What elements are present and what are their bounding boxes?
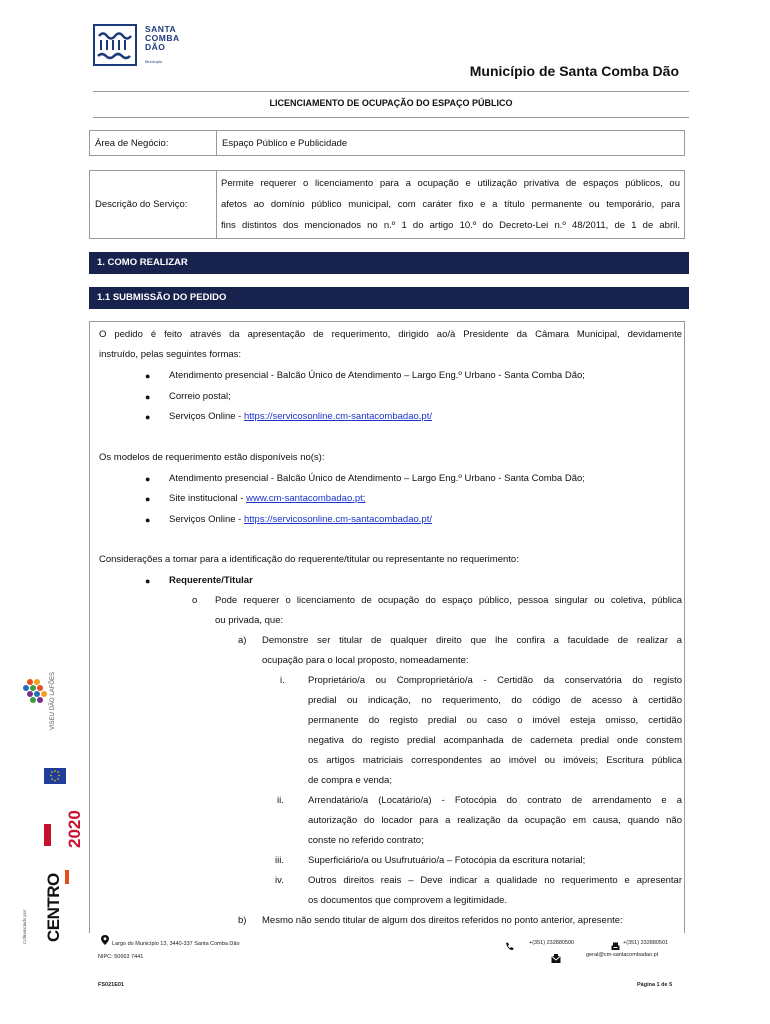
- footer-fax: +(351) 232880501: [623, 940, 669, 946]
- logo-line2: COMBA: [145, 33, 180, 43]
- list-marker: b): [238, 915, 247, 926]
- desc-line: fins distintos dos mencionados no n.º 1 do artigo 10.º do Decreto-Lei n.º 48/2011, de 1 de abril.: [221, 220, 680, 231]
- paragraph-line: Pode requerer o licenciamento de ocupação do espaço público, pessoa singular ou coletiva, pública: [215, 595, 682, 606]
- online-services-link[interactable]: https://servicosonline.cm-santacombadao.pt/: [243, 514, 432, 525]
- section-heading-1-1: 1.1 SUBMISSÃO DO PEDIDO: [89, 287, 689, 309]
- paragraph-line: Os modelos de requerimento estão disponíveis no(s):: [99, 452, 325, 463]
- paragraph-line: conste no referido contrato;: [308, 835, 424, 846]
- paragraph-line: ocupação para o local proposto, nomeadamente:: [262, 655, 469, 666]
- paragraph-line: ou privada, que:: [215, 615, 284, 626]
- paragraph-line: Considerações a tomar para a identificação do requerente/titular ou representante no requerimento:: [99, 554, 519, 565]
- logo-line3: DÃO: [145, 42, 166, 52]
- list-marker: a): [238, 635, 247, 646]
- list-marker: iv.: [275, 875, 284, 886]
- centro-2020-logo: CENTRO: [44, 868, 68, 944]
- footer-address: Largo do Município 13, 3440-337 Santa Comba Dão: [112, 941, 240, 947]
- list-marker: i.: [280, 675, 285, 686]
- list-item: Atendimento presencial - Balcão Único de Atendimento – Largo Eng.º Urbano - Santa Comba Dão;: [169, 370, 585, 381]
- paragraph-line: Proprietário/a ou Comproprietário/a - Certidão da conservatória do registo: [308, 675, 682, 686]
- paragraph-line: os documentos que comprovem a legitimidade.: [308, 895, 508, 906]
- list-item: Correio postal;: [169, 391, 231, 402]
- list-marker: iii.: [275, 855, 284, 866]
- desc-line: Permite requerer o licenciamento para a ocupação e utilização privativa de espaços públicos, ou: [221, 178, 680, 189]
- paragraph-line: permanente do registo predial ou caso o imóvel esteja omisso, certidão: [308, 715, 682, 726]
- bullet-icon: ●: [145, 392, 151, 402]
- area-label: Área de Negócio:: [90, 131, 217, 156]
- location-pin-icon: [101, 935, 109, 948]
- list-marker: o: [192, 595, 198, 606]
- paragraph-line: Demonstre ser titular de qualquer direito que lhe confira a faculdade de realizar a: [262, 635, 682, 646]
- bullet-icon: ●: [145, 576, 151, 586]
- portugal-2020-logo: 2020: [44, 800, 68, 850]
- document-code: FS021E01: [98, 982, 124, 988]
- list-item: Serviços Online - https://servicosonline.cm-santacombadao.pt/: [169, 514, 432, 525]
- document-title: LICENCIAMENTO DE OCUPAÇÃO DO ESPAÇO PÚBLICO: [269, 98, 513, 108]
- logo-emblem: [93, 24, 137, 66]
- bullet-icon: ●: [145, 412, 151, 422]
- bullet-icon: ●: [145, 371, 151, 381]
- paragraph-line: predial ou indicação, no requerimento, do código de acesso à certidão: [308, 695, 682, 706]
- logo-sub: Município: [145, 59, 163, 64]
- paragraph-line: negativa do registo predial acompanhada de caderneta predial onde constem: [308, 735, 682, 746]
- divider: [93, 117, 689, 118]
- paragraph-line: Outros direitos reais – Deve indicar a qualidade no requerimento e apresentar: [308, 875, 682, 886]
- list-item: Serviços Online - https://servicosonline.cm-santacombadao.pt/: [169, 411, 432, 422]
- desc-line: afetos ao domínio público municipal, com caráter fixo e a título permanente ou temporário, para: [221, 199, 680, 210]
- bullet-icon: ●: [145, 494, 151, 504]
- requester-heading: Requerente/Titular: [169, 575, 253, 586]
- paragraph-line: os artigos matriciais correspondentes ao imóvel ou imóveis; Escritura pública: [308, 755, 682, 766]
- paragraph-line: Superficiário/a ou Usufrutuário/a – Fotocópia da escritura notarial;: [308, 855, 586, 866]
- footer-email: geral@cm-santacombadao.pt: [586, 952, 659, 958]
- page-number: Página 1 de 5: [637, 982, 673, 988]
- business-area-table: [89, 130, 685, 156]
- bullet-icon: ●: [145, 474, 151, 484]
- section-heading-1: 1. COMO REALIZAR: [89, 252, 689, 274]
- logo-line1: SANTA: [145, 24, 177, 34]
- municipality-name: Município de Santa Comba Dão: [469, 63, 679, 79]
- paragraph-line: Arrendatário/a (Locatário/a) - Fotocópia do contrato de arrendamento e a: [308, 795, 682, 806]
- municipality-logo: [93, 24, 191, 68]
- paragraph-line: O pedido é feito através da apresentação de requerimento, dirigido ao/à Presidente da Câmara Municipal, devidamente: [99, 329, 682, 340]
- divider: [93, 91, 689, 92]
- list-item: Site institucional - www.cm-santacombadao.pt;: [169, 493, 366, 504]
- institutional-site-link[interactable]: www.cm-santacombadao.pt;: [246, 493, 366, 504]
- footer-phone: +(351) 232880500: [529, 940, 575, 946]
- viseu-dao-lafoes-logo: [22, 676, 48, 715]
- paragraph-line: de compra e venda;: [308, 775, 392, 786]
- online-services-link[interactable]: https://servicosonline.cm-santacombadao.pt/: [243, 411, 432, 422]
- service-description-table: [89, 170, 685, 239]
- viseu-dao-lafoes-label: VISEU DÃO LAFÕES: [50, 671, 56, 730]
- bullet-icon: ●: [145, 515, 151, 525]
- area-value: Espaço Público e Publicidade: [217, 131, 685, 156]
- paragraph-line: autorização do locador para a realização da ocupação em causa, quando não: [308, 815, 682, 826]
- paragraph-line: instruído, pelas seguintes formas:: [99, 349, 242, 360]
- list-marker: ii.: [277, 795, 284, 806]
- footer-nipc: NIPC: 50663 7441: [98, 954, 144, 960]
- desc-label: Descrição do Serviço:: [90, 171, 217, 239]
- cofinanced-label: Cofinanciado por:: [22, 908, 27, 944]
- email-icon: [551, 951, 561, 969]
- eu-flag-icon: [44, 768, 66, 784]
- list-item: Atendimento presencial - Balcão Único de Atendimento – Largo Eng.º Urbano - Santa Comba Dão;: [169, 473, 585, 484]
- phone-icon: [505, 938, 514, 956]
- paragraph-line: Mesmo não sendo titular de algum dos direitos referidos no ponto anterior, apresente:: [262, 915, 623, 926]
